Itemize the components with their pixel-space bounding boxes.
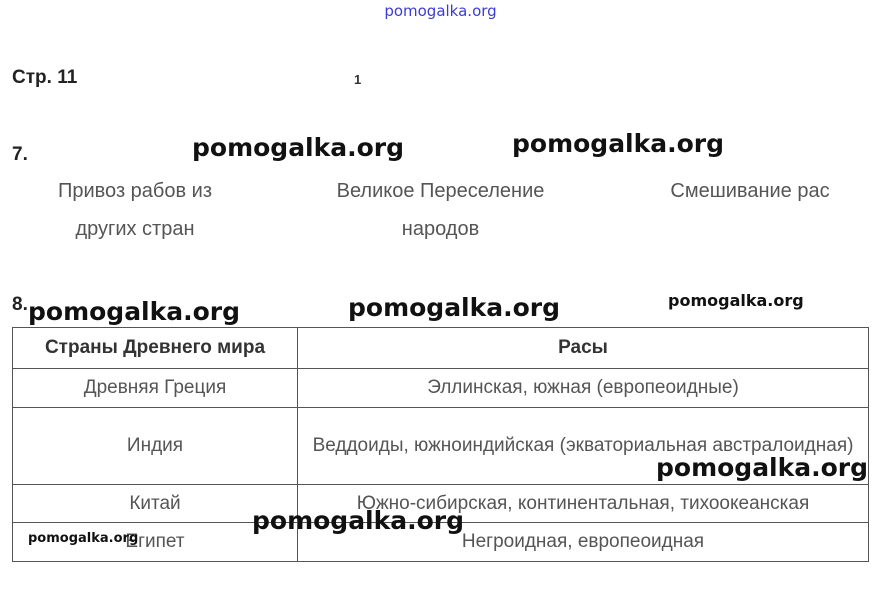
- page-label: Стр. 11: [12, 67, 78, 88]
- table-cell-race: Негроидная, европеоидная: [298, 523, 869, 562]
- source-link[interactable]: pomogalka.org: [384, 2, 497, 20]
- watermark: pomogalka.org: [348, 293, 561, 322]
- stray-mark: 1: [354, 72, 362, 87]
- section-7-number: 7.: [12, 144, 28, 165]
- table-row: [13, 369, 869, 408]
- table-header-races: Расы: [298, 328, 869, 369]
- table-cell-country: Китай: [13, 485, 298, 523]
- table-cell-country: Индия: [13, 408, 298, 485]
- watermark: pomogalka.org: [668, 291, 804, 310]
- table-header-row: [13, 328, 869, 369]
- watermark: pomogalka.org: [512, 129, 725, 158]
- section-8-number: 8.: [12, 294, 28, 315]
- watermark: pomogalka.org: [252, 506, 465, 535]
- table-cell-country: Древняя Греция: [13, 369, 298, 408]
- table-cell-race: Веддоиды, южноиндийская (экваториальная австралоидная): [298, 408, 869, 485]
- watermark: pomogalka.org: [656, 453, 869, 482]
- table-header-countries: Страны Древнего мира: [13, 328, 298, 369]
- table-cell-race: Эллинская, южная (европеоидные): [298, 369, 869, 408]
- table-cell-country: Египет: [13, 523, 298, 562]
- section-7-item-2: Великое Переселение народов: [336, 180, 545, 240]
- watermark: pomogalka.org: [28, 297, 241, 326]
- watermark: pomogalka.org: [192, 133, 405, 162]
- section-7-item-3: Смешивание рас: [670, 180, 830, 202]
- table-cell-race: Южно-сибирская, континентальная, тихоокеанская: [298, 485, 869, 523]
- section-7-item-1: Привоз рабов из других стран: [57, 180, 213, 240]
- watermark: pomogalka.org: [28, 531, 139, 546]
